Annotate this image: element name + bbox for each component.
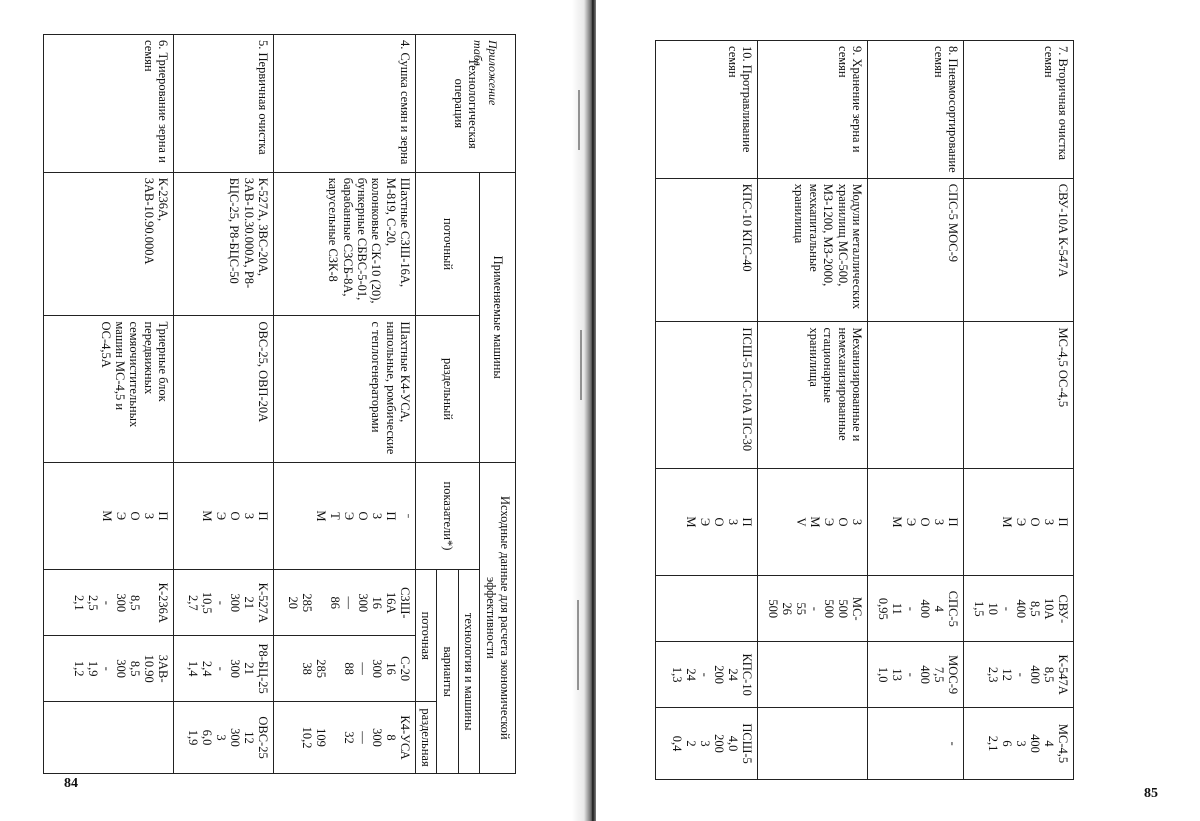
variant-2-cell <box>44 636 174 702</box>
variant-1-cell-value: - <box>1000 606 1014 611</box>
variant-2-cell-value: 24 <box>684 668 698 681</box>
variant-2-cell-value: 400 <box>1028 665 1042 685</box>
variant-2-cell-value: - <box>214 666 229 671</box>
variant-1-cell-value: СЗШ- <box>398 587 413 619</box>
indicators-cell-value: О <box>712 517 726 527</box>
indicators-cell <box>964 468 1074 576</box>
operation-cell-text: 7. Вторичная очистка семян <box>1041 46 1070 161</box>
table-row <box>44 35 174 774</box>
variant-1-cell-value: 55 <box>794 602 808 616</box>
variant-3-cell-value: 2 <box>684 740 698 747</box>
operation-cell-text: 5. Первичная очистка <box>256 40 271 155</box>
variant-1-cell-value: - <box>214 600 229 605</box>
variant-2-cell <box>868 642 964 708</box>
flow-machines-cell <box>964 178 1074 322</box>
variant-1-cell-value: 4 <box>932 605 946 612</box>
operation-cell <box>868 41 964 179</box>
indicators-cell-value: П <box>256 511 271 521</box>
separate-machines-cell <box>44 316 174 462</box>
variant-3-cell-value: 4 <box>1042 740 1056 747</box>
variant-2-cell-value <box>328 641 342 696</box>
variant-2-cell <box>656 642 758 708</box>
flow-machines-cell-text: СПС-5 МОС-9 <box>946 183 960 263</box>
operation-cell <box>758 41 868 179</box>
operation-cell-text: 10. Протравливание семян <box>725 46 754 153</box>
header-source-data: Исходные данные для расчета экономической эффективности <box>480 462 516 773</box>
indicators-cell-value: М <box>1000 516 1014 528</box>
variant-2-cell-value: - <box>698 672 712 677</box>
variant-1-cell-value: 1,5 <box>972 600 986 617</box>
indicators-cell <box>174 462 274 570</box>
variant-2-cell-value: 2,4 <box>200 660 215 677</box>
variant-2-cell-value: — <box>356 662 371 675</box>
variant-1-cell-value: СПС-5 <box>946 590 960 627</box>
variant-1-cell-value: - <box>100 600 115 605</box>
variant-3-cell-value: 400 <box>1028 734 1042 753</box>
flow-machines-cell-text: К-527А, ЗВС-20А, ЗАВ-10.30.000А, Р8-БЦС-25, Р8-БЦС-50 <box>227 177 271 289</box>
separate-machines-cell-text: МС-4,5 ОС-4,5 <box>1056 327 1070 408</box>
indicators-cell-value: О <box>1028 517 1042 527</box>
indicators-cell-value: З <box>142 512 157 520</box>
variant-3-cell-value: 1,9 <box>186 729 201 746</box>
variant-1-cell-value: 11 <box>890 602 904 615</box>
variant-3-cell <box>758 708 868 780</box>
indicators-cell-value: М <box>314 510 329 522</box>
page-number-right: 85 <box>1144 786 1158 801</box>
operation-cell-text: 8. Пневмосортирование семян <box>931 46 960 173</box>
variant-2-cell-value: 13 <box>890 668 904 681</box>
variant-2-cell-value: 1,9 <box>86 660 101 677</box>
indicators-cell-value: Э <box>904 517 918 527</box>
variant-1-cell-value: 8,5 <box>128 594 143 611</box>
indicators-cell-value: М <box>100 510 115 522</box>
variant-1-cell-value: — <box>342 596 357 610</box>
variant-3-cell-value: 3 <box>214 734 229 741</box>
operation-cell-text: 6. Триерование зерна и семян <box>141 40 171 163</box>
indicators-cell-value: П <box>1056 517 1070 527</box>
variant-3-cell-value: 32 <box>342 731 357 744</box>
right-page <box>596 0 1200 821</box>
operation-cell <box>274 35 416 173</box>
variant-3-cell-value: 300 <box>228 728 243 747</box>
variant-2-cell-value: ЗАВ- <box>156 654 171 683</box>
variant-2-cell-value: 200 <box>712 665 726 685</box>
variant-2-cell-value: 16 <box>384 662 399 675</box>
variant-1-cell-value: 2,7 <box>186 594 201 611</box>
flow-machines-cell <box>868 178 964 322</box>
variant-1-cell <box>868 576 964 642</box>
indicators-cell-value: О <box>128 511 143 521</box>
variant-1-cell-value: - <box>904 606 918 611</box>
operation-cell-text: 4. Сушка семян и зерна <box>398 40 413 165</box>
table-row <box>174 35 274 774</box>
variant-2-cell-value: 1,3 <box>670 666 684 683</box>
table-row <box>868 41 964 780</box>
variant-1-cell-value: 16 <box>370 596 385 610</box>
variant-2-cell-value: 2,3 <box>986 666 1000 683</box>
variant-3-cell-value: 8 <box>384 734 399 741</box>
variant-2-cell-value: - <box>904 672 918 677</box>
variant-3-cell-value: 6 <box>1000 740 1014 747</box>
variant-3-cell <box>274 702 416 774</box>
indicators-cell-value: М <box>200 510 215 522</box>
table-row <box>964 41 1074 780</box>
variant-1-cell-value: 0,95 <box>876 597 890 620</box>
separate-machines-cell <box>656 322 758 468</box>
separate-machines-cell-text: ПСШ-5 ПС-10А ПС-30 <box>740 327 754 452</box>
variant-2-cell-value: МОС-9 <box>946 655 960 695</box>
variant-1-cell-value: 300 <box>114 593 129 613</box>
header-flow: поточный <box>416 172 480 316</box>
header-operation: Технологическая операция <box>416 35 516 173</box>
variant-3-cell-value: 3 <box>1014 740 1028 747</box>
variant-1-cell-value <box>314 575 328 630</box>
variant-2-cell-value: 24 <box>726 668 740 681</box>
variant-2-cell <box>758 642 868 708</box>
indicators-cell <box>758 468 868 576</box>
left-page <box>0 0 580 821</box>
indicators-cell-value: З <box>932 518 946 526</box>
variant-1-cell-value: 86 <box>328 596 343 610</box>
flow-machines-cell-text: К-236А, ЗАВ-10.90.000А <box>141 177 171 265</box>
variant-1-cell-value: 300 <box>356 593 371 613</box>
separate-machines-cell-text: Триерные блок передвижных семяочистительных машин МС-4,5 и ОС-4,5А <box>98 321 171 428</box>
flow-machines-cell <box>44 172 174 316</box>
variant-1-cell <box>44 570 174 636</box>
header-separate-variant: раздельная <box>416 702 437 774</box>
variant-3-cell-value: 0,4 <box>670 735 684 752</box>
indicators-cell-value: Э <box>214 511 229 521</box>
variant-2-cell-value: 300 <box>114 659 129 679</box>
variant-2-cell-value: КПС-10 <box>740 653 754 696</box>
variant-2-cell-value: 1,0 <box>876 666 890 683</box>
header-tech: технология и машины <box>458 570 479 774</box>
indicators-cell-value: М <box>890 516 904 528</box>
variant-1-cell-value: 2,1 <box>72 594 87 611</box>
header-machines: Применяемые машины <box>480 172 516 462</box>
variant-1-cell-value: 400 <box>1014 599 1028 619</box>
variant-3-cell-value: 12 <box>242 731 257 744</box>
variant-2-cell-value: С-20 <box>398 656 413 682</box>
indicators-cell-value: З <box>726 518 740 526</box>
indicators-cell-value: З <box>370 512 385 520</box>
variant-3-cell <box>868 708 964 780</box>
flow-machines-cell <box>758 178 868 322</box>
variant-3-cell-value: 109 <box>314 728 329 747</box>
variant-1-cell-value: - <box>808 606 822 611</box>
table-row <box>656 41 758 780</box>
separate-machines-cell <box>174 316 274 462</box>
variant-1-cell-value: СВУ- <box>1056 594 1070 624</box>
indicators-cell-value: М <box>684 516 698 528</box>
variant-3-cell <box>656 708 758 780</box>
table-right <box>655 40 1074 780</box>
header-indicators: показатели*) <box>416 462 480 570</box>
indicators-cell-value: Э <box>114 511 129 521</box>
variant-2-cell-value: 7,5 <box>932 666 946 683</box>
indicators-cell <box>656 468 758 576</box>
variant-3-cell-value: К4-УСА <box>398 715 413 760</box>
variant-2-cell <box>174 636 274 702</box>
indicators-cell-value: П <box>384 511 399 521</box>
header-separate: раздельный <box>416 316 480 462</box>
variant-2-cell <box>964 642 1074 708</box>
variant-1-cell-value: 285 <box>300 593 315 613</box>
variant-2-cell-value: 285 <box>314 659 329 679</box>
variant-3-cell <box>964 708 1074 780</box>
separate-machines-cell <box>964 322 1074 468</box>
separate-machines-cell <box>274 316 416 462</box>
operation-cell-text: 9. Хранение зерна и семян <box>835 46 864 153</box>
variant-1-cell <box>964 576 1074 642</box>
variant-1-cell-value: 8,5 <box>1028 600 1042 617</box>
variant-2-cell-value: 21 <box>242 662 257 675</box>
indicators-cell-value: П <box>156 511 171 521</box>
variant-1-cell <box>758 576 868 642</box>
variant-3-cell-value: - <box>946 741 960 746</box>
variant-2-cell-value: Р8-БЦ-25 <box>256 643 271 694</box>
flow-machines-cell <box>274 172 416 316</box>
variant-3-cell-value: 10,2 <box>300 726 315 749</box>
variant-2-cell-value: 400 <box>918 665 932 685</box>
page-number-left: 84 <box>64 776 78 791</box>
indicators-cell-value: V <box>794 517 808 527</box>
variant-1-cell-value: 21 <box>242 596 257 610</box>
variant-2-cell-value: - <box>1014 672 1028 677</box>
indicators-cell-value: Э <box>822 517 836 527</box>
variant-1-cell-value: 26 <box>780 602 794 616</box>
indicators-cell-value: Э <box>342 511 357 521</box>
variant-2-cell-value: 8,5 <box>128 660 143 677</box>
indicators-cell-value: М <box>808 516 822 528</box>
variant-1-cell <box>656 576 758 642</box>
variant-1-cell-value: 500 <box>766 599 780 619</box>
indicators-cell-value: З <box>850 518 864 526</box>
variant-3-cell-value: 6,0 <box>200 729 215 746</box>
variant-3-cell-value: 4,0 <box>726 735 740 752</box>
variant-2-cell-value: 38 <box>300 662 315 675</box>
variant-2-cell-value: 1,2 <box>72 660 87 677</box>
variant-3-cell-value: ПСШ-5 <box>740 723 754 764</box>
flow-machines-cell <box>656 178 758 322</box>
variant-2-cell-value: 10.90 <box>142 654 157 683</box>
variant-3-cell-value: МС-4,5 <box>1056 723 1070 764</box>
indicators-cell-value: ˉ <box>398 513 413 519</box>
header-flow-variant: поточная <box>416 570 437 702</box>
separate-machines-cell <box>758 322 868 468</box>
variant-1-cell-value <box>142 575 156 630</box>
variant-1-cell-value: К-236А <box>156 582 171 623</box>
indicators-cell-value: З <box>242 512 257 520</box>
flow-machines-cell <box>174 172 274 316</box>
indicators-cell <box>44 462 174 570</box>
variant-3-cell <box>44 702 174 774</box>
operation-cell <box>174 35 274 173</box>
indicators-cell-value: О <box>918 517 932 527</box>
variant-3-cell <box>174 702 274 774</box>
variant-1-cell <box>274 570 416 636</box>
indicators-cell-value: З <box>1042 518 1056 526</box>
indicators-cell-value: П <box>946 517 960 527</box>
variant-2-cell-value: 300 <box>370 659 385 679</box>
variant-3-cell-value <box>328 707 342 768</box>
indicators-cell-value: П <box>740 517 754 527</box>
variant-1-cell-value: 2,5 <box>86 594 101 611</box>
flow-machines-cell-text: Шахтные СЗШ-16А, М-819, С-20, колонковые СК-10 (20), бункерные СБВС-5-01, барабанные СЗСБ-8А, карусельные СЗК-8 <box>326 177 413 304</box>
table-left <box>43 34 516 774</box>
variant-3-cell-value: — <box>356 731 371 744</box>
variant-2-cell-value: К-547А <box>1056 654 1070 695</box>
separate-machines-cell-text: Шахтные К4-УСА, напольные, ромбические с теплогенераторами <box>369 321 413 455</box>
variant-1-cell-value: 300 <box>228 593 243 613</box>
indicators-cell-value: О <box>228 511 243 521</box>
variant-3-cell-value: 200 <box>712 734 726 753</box>
variant-1-cell-value: 10,5 <box>200 591 215 614</box>
variant-2-cell-value: 300 <box>228 659 243 679</box>
variant-3-cell-value: 300 <box>370 728 385 747</box>
indicators-cell-value: О <box>836 517 850 527</box>
operation-cell <box>656 41 758 179</box>
variant-1-cell-value: МС- <box>850 596 864 621</box>
indicators-cell-value: Т <box>328 512 343 520</box>
variant-1-cell-value: 20 <box>286 596 301 610</box>
variant-2-cell-value: 12 <box>1000 668 1014 681</box>
variant-2-cell-value: 8,5 <box>1042 666 1056 683</box>
variant-1-cell-value: 400 <box>918 599 932 619</box>
flow-machines-cell-text: СВУ-10А К-547А <box>1056 183 1070 278</box>
variant-2-cell <box>274 636 416 702</box>
separate-machines-cell <box>868 322 964 468</box>
variant-1-cell-value: 500 <box>836 599 850 619</box>
variant-2-cell-value: 88 <box>342 662 357 675</box>
separate-machines-cell-text: ОВС-25, ОВП-20А <box>256 321 271 423</box>
variant-1-cell-value: 16А <box>384 592 399 614</box>
variant-1-cell-value: К-527А <box>256 582 271 623</box>
flow-machines-cell-text: Модули металлических хранилищ МС-500, МЗ-1200, МЗ-2000, мехкапитальные хранилища <box>792 183 864 310</box>
separate-machines-cell-text: Механизированные и немеханизированные стационарные хранилища <box>806 327 864 442</box>
variant-3-cell-value: 3 <box>698 740 712 747</box>
variant-2-cell-value: - <box>100 666 115 671</box>
variant-1-cell-value: 10А <box>1042 598 1056 620</box>
variant-1-cell <box>174 570 274 636</box>
variant-1-cell-value: 500 <box>822 599 836 619</box>
operation-cell <box>44 35 174 173</box>
variant-3-cell-value: ОВС-25 <box>256 716 271 759</box>
table-caption: Приложение табл. <box>471 40 500 106</box>
flow-machines-cell-text: КПС-10 КПС-40 <box>740 183 754 272</box>
header-variants: варианты <box>437 570 458 774</box>
indicators-cell-value: Э <box>698 517 712 527</box>
table-row <box>758 41 868 780</box>
indicators-cell-value: Э <box>1014 517 1028 527</box>
indicators-cell <box>274 462 416 570</box>
indicators-cell-value: О <box>356 511 371 521</box>
variant-1-cell-value: 10 <box>986 602 1000 616</box>
table-row <box>274 35 416 774</box>
variant-3-cell-value: 2,1 <box>986 735 1000 752</box>
indicators-cell <box>868 468 964 576</box>
operation-cell <box>964 41 1074 179</box>
variant-2-cell-value: 1,4 <box>186 660 201 677</box>
